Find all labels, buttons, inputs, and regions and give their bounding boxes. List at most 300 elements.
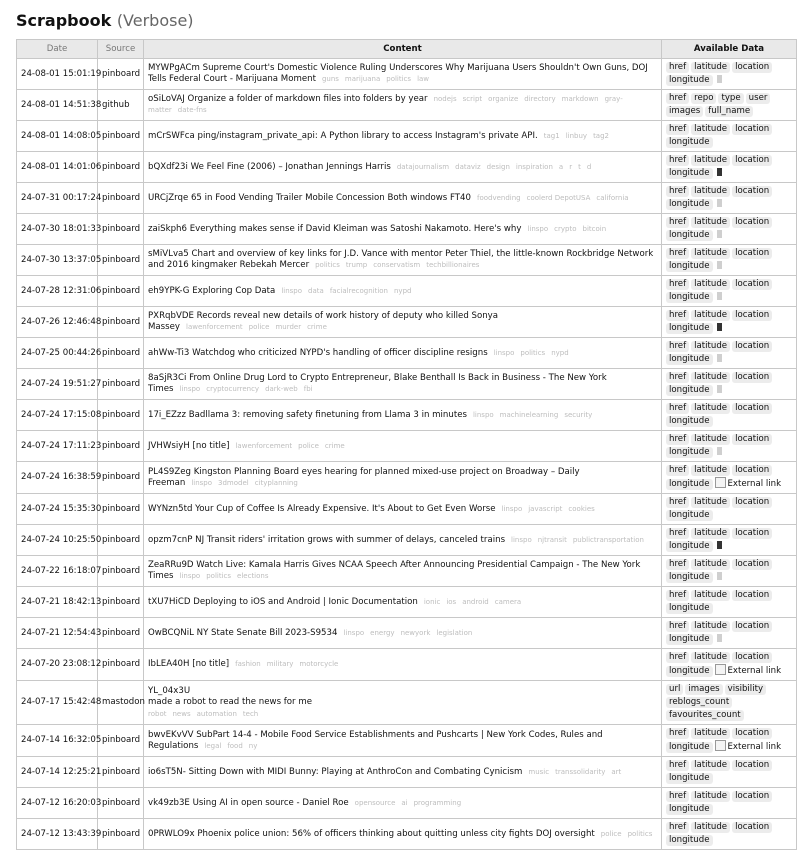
data-field-chip: longitude [666, 230, 713, 241]
data-field-chip: longitude [666, 199, 713, 210]
tag[interactable]: murder [275, 323, 302, 331]
row-date: 24-07-24 17:15:08 [17, 400, 98, 431]
row-available-data [662, 307, 797, 338]
data-field-chip: longitude [666, 137, 713, 148]
item-title-link[interactable]: Organize a folder of markdown files into folders by year [187, 94, 428, 104]
item-title-link[interactable]: Records reveal new details of work history of deputy who killed Sonya Massey [148, 311, 499, 332]
item-id: JVHWsiyH [148, 440, 190, 451]
tag[interactable]: elections [237, 572, 269, 580]
data-field-chip: longitude [666, 603, 713, 614]
external-link[interactable] [715, 477, 782, 490]
tag[interactable]: trump [345, 261, 368, 269]
tag[interactable]: facialrecognition [329, 286, 388, 295]
data-field-chip: latitude [691, 652, 730, 663]
table-row[interactable] [17, 757, 797, 788]
item-tags [391, 162, 591, 172]
thumbnail-icon [717, 541, 722, 549]
data-field-chip: longitude [666, 416, 713, 427]
tag[interactable]: fashion [235, 660, 261, 668]
table-row[interactable] [17, 276, 797, 307]
data-field-chip: location [732, 434, 772, 445]
data-field-chip: latitude [691, 124, 730, 135]
broken-image-icon [715, 740, 726, 751]
item-title-link[interactable]: SubPart 14-4 - Mobile Food Service Establishments and Pushcarts | New York Codes, Rules and Regulations [148, 729, 603, 751]
item-tags [229, 441, 344, 451]
tag[interactable]: conservatism [373, 261, 421, 269]
tag[interactable]: t [578, 162, 581, 171]
thumbnail-icon [717, 199, 722, 207]
item-id: bwvEKvVV [148, 729, 194, 740]
table-row[interactable] [17, 431, 797, 462]
tag[interactable]: police [600, 829, 622, 838]
tag[interactable]: security [564, 410, 593, 419]
data-field-chip: location [732, 403, 772, 414]
table-row[interactable] [17, 819, 797, 850]
thumbnail-icon [717, 447, 722, 455]
tag[interactable]: markdown [561, 95, 599, 103]
tag[interactable]: foodvending [476, 193, 521, 202]
tag[interactable]: motorcycle [299, 660, 339, 668]
row-source: github [98, 90, 144, 121]
item-tags [595, 829, 653, 839]
row-date: 24-07-12 13:43:39 [17, 819, 98, 850]
row-content [144, 214, 662, 245]
tag[interactable]: publictransportation [572, 535, 644, 544]
item-id: ZeaRRu9D [148, 560, 194, 570]
tag[interactable]: nypd [551, 348, 569, 357]
tag[interactable]: legal [204, 741, 222, 750]
tag[interactable]: food [227, 741, 243, 750]
item-id: vk49zb3E [148, 797, 190, 808]
row-content [144, 276, 662, 307]
data-field-chip: latitude [691, 372, 730, 383]
item-tags [418, 597, 521, 607]
data-field-chip: latitude [691, 559, 730, 570]
tag[interactable]: politics [206, 572, 232, 580]
item-title-link[interactable]: Watch Live: Kamala Harris Gives NCAA Speech After Announcing Presidential Campaign - The New York Times [148, 560, 641, 581]
item-tags [538, 131, 609, 141]
tag[interactable]: linspo [493, 348, 515, 357]
item-id: io6sT5N- [148, 766, 186, 777]
data-field-chip: href [666, 124, 689, 135]
tag[interactable]: 3dmodel [218, 478, 249, 487]
data-field-chip: location [732, 497, 772, 508]
tag[interactable]: machinelearning [499, 410, 559, 419]
row-content [144, 307, 662, 338]
tag[interactable]: linspo [527, 224, 549, 233]
tag[interactable]: california [596, 193, 629, 202]
table-row[interactable] [17, 369, 797, 400]
tag[interactable]: linspo [343, 628, 365, 637]
thumbnail-icon [717, 385, 722, 393]
item-id: oSiLoVAJ [148, 94, 185, 104]
table-row[interactable] [17, 121, 797, 152]
table-row[interactable] [17, 681, 797, 725]
data-field-chip: latitude [691, 791, 730, 802]
tag[interactable]: android [462, 597, 489, 606]
tag[interactable]: script [462, 95, 483, 103]
row-date: 24-07-21 12:54:43 [17, 618, 98, 649]
row-source: pinboard [98, 494, 144, 525]
tag[interactable]: ny [248, 741, 258, 750]
row-date: 24-07-24 17:11:23 [17, 431, 98, 462]
tag[interactable]: opensource [354, 798, 396, 807]
tag[interactable]: javascript [528, 504, 563, 513]
item-tags [174, 571, 269, 581]
item-title-link[interactable]: Everything makes sense if David Kleiman was Satoshi Nakamoto. Here's why [189, 223, 522, 234]
tag[interactable]: transsolidarity [555, 767, 606, 776]
row-available-data [662, 462, 797, 494]
tag[interactable]: linspo [179, 385, 201, 393]
item-title-link[interactable]: Badllama 3: removing safety finetuning from Llama 3 in minutes [188, 409, 467, 420]
external-link[interactable] [715, 740, 782, 753]
item-tags [471, 193, 629, 203]
table-row[interactable] [17, 59, 797, 90]
tag[interactable]: fbi [303, 385, 313, 393]
table-row[interactable] [17, 556, 797, 587]
tag[interactable]: energy [370, 628, 395, 637]
tag[interactable]: tech [242, 709, 259, 718]
tag[interactable]: dataviz [455, 162, 481, 171]
thumbnail-icon [717, 634, 722, 642]
tag[interactable]: ionic [423, 597, 441, 606]
tag[interactable]: data [308, 286, 324, 295]
item-title-link[interactable]: Using AI in open source - Daniel Roe [192, 797, 349, 808]
row-source: pinboard [98, 59, 144, 90]
row-available-data [662, 152, 797, 183]
table-row[interactable] [17, 587, 797, 618]
tag[interactable]: njtransit [537, 535, 567, 544]
item-title-link[interactable]: Sitting Down with MIDI Bunny: Playing at AnthroCon and Combating Cynicism [188, 766, 523, 777]
tag[interactable]: crypto [554, 224, 577, 233]
row-available-data [662, 400, 797, 431]
data-field-chip: location [732, 590, 772, 601]
row-content [144, 152, 662, 183]
row-date: 24-08-01 14:01:06 [17, 152, 98, 183]
thumbnail-icon [717, 230, 722, 238]
row-date: 24-07-14 16:32:05 [17, 725, 98, 757]
tag[interactable]: robot [148, 709, 167, 718]
row-date: 24-07-20 23:08:12 [17, 649, 98, 681]
table-row[interactable] [17, 525, 797, 556]
tag[interactable]: politics [315, 261, 340, 269]
tag[interactable]: lawenforcement [235, 441, 293, 450]
row-content [144, 819, 662, 850]
data-field-chip: location [732, 652, 772, 663]
row-content [144, 618, 662, 649]
item-id: 0PRWLO9x [148, 828, 195, 839]
tag[interactable]: politics [386, 75, 412, 83]
data-field-chip: href [666, 341, 689, 352]
item-title-link[interactable]: Your Cup of Coffee Is Already Expensive. It's About to Get Even Worse [195, 503, 496, 514]
tag[interactable]: programming [413, 798, 462, 807]
tag[interactable]: linspo [281, 286, 303, 295]
data-field-chip: latitude [691, 528, 730, 539]
tag[interactable]: marijuana [344, 75, 381, 83]
item-title-link[interactable]: Watchdog who criticized NYPD's handling of officer discipline resigns [192, 347, 488, 358]
data-field-chip: location [732, 279, 772, 290]
item-id: MYWPgACm [148, 63, 200, 73]
data-field-chip: latitude [691, 279, 730, 290]
table-row[interactable] [17, 725, 797, 757]
tag[interactable]: linbuy [565, 131, 588, 140]
item-title-link[interactable]: Phoenix police union: 56% of officers thinking about quitting unless city fights DOJ oversight [197, 828, 595, 839]
data-field-chip: user [746, 93, 771, 104]
data-field-chip: reblogs_count [666, 697, 732, 708]
row-available-data [662, 788, 797, 819]
row-source: pinboard [98, 276, 144, 307]
tag[interactable]: date-fns [177, 106, 207, 114]
row-available-data [662, 369, 797, 400]
row-content [144, 59, 662, 90]
column-header-content[interactable]: Content [144, 40, 662, 59]
data-field-chip: url [666, 684, 683, 695]
row-source: pinboard [98, 369, 144, 400]
row-date: 24-08-01 14:51:38 [17, 90, 98, 121]
item-id: sMiVLva5 [148, 249, 189, 259]
row-source: pinboard [98, 307, 144, 338]
data-field-chip: location [732, 62, 772, 73]
data-field-chip: location [732, 728, 772, 739]
thumbnail-icon [717, 75, 722, 83]
data-field-chip: longitude [666, 804, 713, 815]
data-field-chip: href [666, 760, 689, 771]
tag[interactable]: police [248, 323, 270, 331]
data-field-chip: type [718, 93, 743, 104]
tag[interactable]: newyork [400, 628, 431, 637]
table-row[interactable] [17, 338, 797, 369]
tag[interactable]: politics [520, 348, 546, 357]
tag[interactable]: linspo [191, 478, 213, 487]
tag[interactable]: design [486, 162, 510, 171]
tag[interactable]: automation [196, 709, 237, 718]
tag[interactable]: linspo [179, 572, 201, 580]
data-field-chip: longitude [666, 385, 713, 396]
row-content [144, 431, 662, 462]
row-date: 24-07-12 16:20:03 [17, 788, 98, 819]
tag[interactable]: legislation [436, 628, 473, 637]
data-field-chip: href [666, 155, 689, 166]
tag[interactable]: music [528, 767, 550, 776]
row-available-data [662, 556, 797, 587]
column-header-source[interactable]: Source [98, 40, 144, 59]
data-field-chip: location [732, 760, 772, 771]
tag[interactable]: linspo [501, 504, 523, 513]
tag[interactable]: tag1 [543, 131, 560, 140]
row-source: pinboard [98, 788, 144, 819]
data-field-chip: location [732, 341, 772, 352]
row-content [144, 494, 662, 525]
thumbnail-icon [717, 292, 722, 300]
item-title-link[interactable]: ping/instagram_private_api: A Python library to access Instagram's private API. [197, 130, 538, 141]
data-field-chip: location [732, 248, 772, 259]
row-content [144, 525, 662, 556]
table-row[interactable] [17, 90, 797, 121]
data-field-chip: href [666, 791, 689, 802]
tag[interactable]: cityplanning [254, 478, 298, 487]
item-tags [337, 628, 472, 638]
column-header-available-data[interactable]: Available Data [662, 40, 797, 59]
table-row[interactable] [17, 152, 797, 183]
item-id: eh9YPK-G [148, 285, 190, 296]
row-content [144, 725, 662, 757]
data-field-chip: longitude [666, 447, 713, 458]
table-row[interactable] [17, 183, 797, 214]
row-date: 24-07-17 15:42:48 [17, 681, 98, 725]
data-field-chip: location [732, 186, 772, 197]
row-available-data [662, 276, 797, 307]
data-field-chip: latitude [691, 403, 730, 414]
tag[interactable]: organize [488, 95, 519, 103]
tag[interactable]: police [298, 441, 319, 450]
row-available-data [662, 90, 797, 121]
table-row[interactable] [17, 245, 797, 276]
tag[interactable]: a [558, 162, 564, 171]
tag[interactable]: camera [494, 597, 522, 606]
row-available-data [662, 59, 797, 90]
data-field-chip: href [666, 590, 689, 601]
item-title-link[interactable]: [no title] [192, 440, 230, 451]
external-link[interactable] [715, 664, 782, 677]
column-header-date[interactable]: Date [17, 40, 98, 59]
tag[interactable]: news [172, 709, 191, 718]
tag[interactable]: d [586, 162, 592, 171]
item-title-link[interactable]: From Online Drug Lord to Crypto Entrepreneur, Blake Benthall Is Back in Business - The New York Times [148, 373, 607, 394]
item-id: 8aSjR3Ci [148, 373, 187, 383]
item-title-link[interactable]: made a robot to read the news for me [148, 696, 312, 707]
item-id: YL_04x3U [148, 685, 191, 696]
tag[interactable]: lawenforcement [186, 323, 243, 331]
tag[interactable]: nodejs [433, 95, 457, 103]
item-title-link[interactable]: Exploring Cop Data [192, 285, 276, 296]
tag[interactable]: ios [446, 597, 457, 606]
tag[interactable]: tag2 [593, 131, 609, 140]
row-available-data [662, 725, 797, 757]
thumbnail-icon [717, 323, 722, 331]
row-date: 24-07-21 18:42:13 [17, 587, 98, 618]
tag[interactable]: cookies [568, 504, 595, 513]
table-row[interactable] [17, 618, 797, 649]
item-title-link[interactable]: Kingston Planning Board eyes hearing for planned mixed-use project on Broadway – Daily Freeman [148, 466, 580, 488]
tag[interactable]: dark-web [265, 385, 298, 393]
row-source: pinboard [98, 556, 144, 587]
item-title-link[interactable]: Deploying to iOS and Android | Ionic Documentation [193, 596, 418, 607]
row-available-data [662, 587, 797, 618]
data-field-chip: href [666, 621, 689, 632]
item-tags [349, 798, 461, 808]
item-tags [185, 478, 297, 488]
item-title-link[interactable]: NJ Transit riders' irritation grows with summer of delays, canceled trains [195, 534, 506, 545]
table-row[interactable] [17, 307, 797, 338]
item-tags [309, 260, 479, 270]
tag[interactable]: law [417, 75, 430, 83]
table-row[interactable] [17, 400, 797, 431]
item-title-link[interactable]: Chart and overview of key links for J.D. Vance with mentor Peter Thiel, the little-known Rockbridge Network and 2016 kingmaker Rebekah Mercer [148, 249, 654, 270]
thumbnail-icon [717, 572, 722, 580]
row-source: pinboard [98, 725, 144, 757]
item-title-link[interactable]: We Feel Fine (2006) – Jonathan Jennings Harris [190, 161, 391, 172]
row-available-data [662, 525, 797, 556]
table-row[interactable] [17, 649, 797, 681]
tag[interactable]: inspiration [515, 162, 553, 171]
data-field-chip: latitude [691, 728, 730, 739]
row-available-data [662, 214, 797, 245]
item-tags [505, 535, 644, 545]
row-source: pinboard [98, 152, 144, 183]
row-content [144, 121, 662, 152]
tag[interactable]: military [266, 660, 294, 668]
app-subtitle: (Verbose) [116, 11, 194, 30]
data-field-chip: location [732, 465, 772, 476]
item-tags [521, 224, 606, 234]
data-field-chip: href [666, 728, 689, 739]
item-id: 17i_EZzz [148, 409, 186, 420]
row-date: 24-07-24 16:38:59 [17, 462, 98, 494]
row-date: 24-07-14 12:25:21 [17, 757, 98, 788]
data-field-chip: location [732, 372, 772, 383]
data-field-chip: location [732, 791, 772, 802]
table-row[interactable] [17, 788, 797, 819]
external-link-label: External link [727, 479, 782, 489]
tag[interactable]: cryptocurrency [206, 385, 260, 393]
tag[interactable]: crime [324, 441, 345, 450]
data-field-chip: full_name [705, 106, 753, 117]
table-row[interactable] [17, 494, 797, 525]
tag[interactable]: crime [307, 323, 327, 331]
tag[interactable]: coolerd DepotUSA [526, 193, 591, 202]
item-tags [316, 74, 429, 84]
data-field-chip: location [732, 310, 772, 321]
item-tags [229, 659, 338, 669]
row-source: pinboard [98, 525, 144, 556]
data-field-chip: longitude [666, 835, 713, 846]
item-id: opzm7cnP [148, 534, 193, 545]
item-title-link[interactable]: Supreme Court's Domestic Violence Ruling Underscores Why Marijuana Users Shouldn't Own Guns, DOJ Tells Federal Court - Marijuana Moment [148, 63, 648, 84]
tag[interactable]: gray-matter [148, 95, 623, 114]
tag[interactable]: techbillionaires [426, 261, 480, 269]
data-field-chip: longitude [666, 541, 713, 552]
tag[interactable]: art [611, 767, 622, 776]
row-content [144, 90, 662, 121]
item-title-link[interactable]: 65 in Food Vending Trailer Mobile Concession Both windows FT40 [190, 192, 471, 203]
tag[interactable]: linspo [511, 535, 532, 544]
data-field-chip: href [666, 248, 689, 259]
tag[interactable]: ai [401, 798, 408, 807]
tag[interactable]: guns [321, 75, 339, 83]
tag[interactable]: politics [627, 829, 653, 838]
table-row[interactable] [17, 214, 797, 245]
broken-image-icon [715, 477, 726, 488]
data-field-chip: location [732, 559, 772, 570]
row-date: 24-07-25 00:44:26 [17, 338, 98, 369]
table-body [17, 59, 797, 850]
tag[interactable]: linspo [472, 410, 494, 419]
tag[interactable]: r [569, 162, 573, 171]
row-source: pinboard [98, 214, 144, 245]
tag[interactable]: datajournalism [396, 162, 450, 171]
data-field-chip: href [666, 62, 689, 73]
tag[interactable]: directory [524, 95, 556, 103]
tag[interactable]: bitcoin [582, 224, 607, 233]
item-title-link[interactable]: [no title] [192, 659, 230, 669]
data-field-chip: location [732, 124, 772, 135]
row-source: pinboard [98, 121, 144, 152]
table-row[interactable] [17, 462, 797, 494]
item-title-link[interactable]: NY State Senate Bill 2023-S9534 [196, 627, 338, 638]
tag[interactable]: nypd [394, 286, 412, 295]
data-field-chip: longitude [666, 634, 713, 645]
row-available-data [662, 649, 797, 681]
